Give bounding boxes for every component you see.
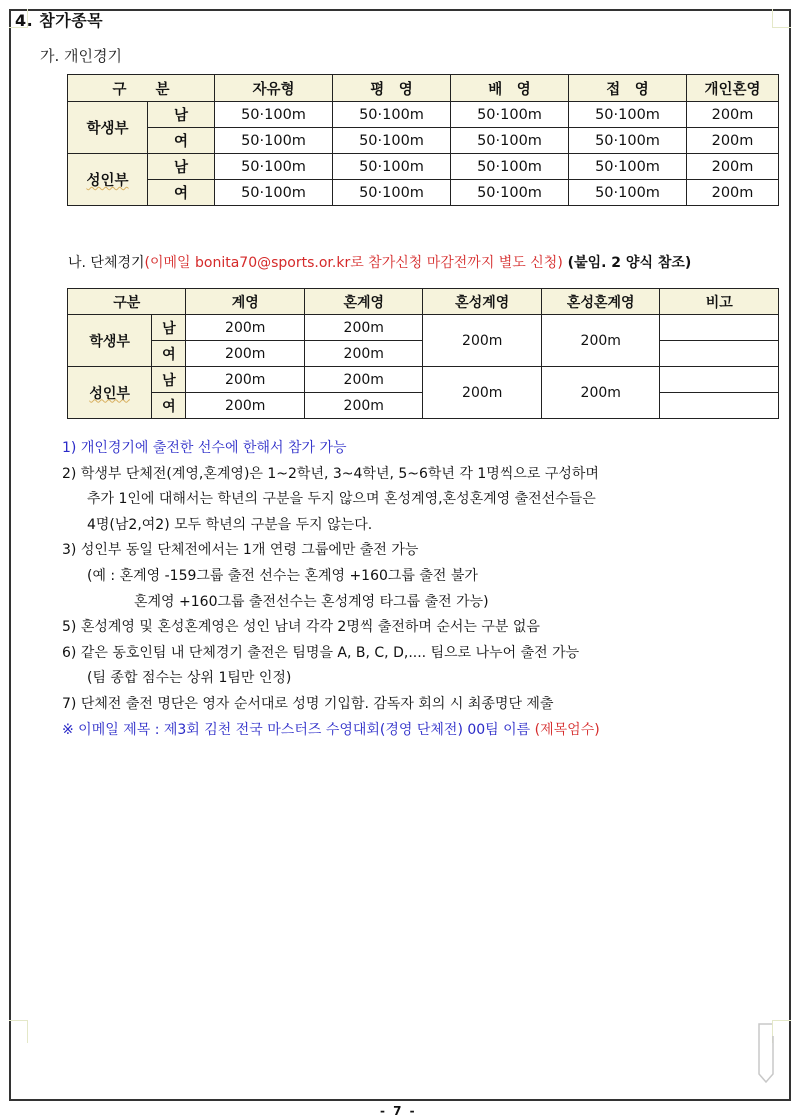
header-mixed-medley-relay: 혼성혼계영 [541, 289, 660, 315]
cell: 50·100m [215, 128, 333, 154]
cell: 200m [304, 315, 423, 341]
team-title-prefix: 나. 단체경기 [68, 255, 145, 271]
cell: 200m [423, 315, 542, 367]
note-2-line-1: 2) 학생부 단체전(계영,혼계영)은 1~2학년, 3~4학년, 5~6학년 각 1명씩으로 구성하며 [62, 465, 599, 482]
group-student: 학생부 [68, 315, 152, 367]
note-3-line-1: 3) 성인부 동일 단체전에서는 1개 연령 그룹에만 출전 가능 [62, 542, 419, 559]
cell: 200m [304, 393, 423, 419]
cell: 200m [186, 341, 305, 367]
remarks-cell [660, 367, 779, 393]
individual-title: 가. 개인경기 [40, 47, 122, 65]
note-2-line-2: 추가 1인에 대해서는 학년의 구분을 두지 않으며 혼성계영,혼성혼계영 출전선수들은 [87, 491, 596, 508]
group-student: 학생부 [68, 102, 148, 154]
cell: 200m [304, 341, 423, 367]
remarks-cell [660, 393, 779, 419]
cell: 200m [423, 367, 542, 419]
header-category: 구분 [68, 289, 186, 315]
cell: 200m [687, 154, 779, 180]
header-freestyle: 자유형 [215, 75, 333, 102]
gender-male: 남 [148, 154, 215, 180]
table-row [68, 367, 779, 393]
table-header-row [68, 289, 779, 315]
email-subject-text: ※ 이메일 제목 : 제3회 김천 전국 마스터즈 수영대회(경영 단체전) 00팀 이름 [62, 721, 535, 738]
cell: 50·100m [569, 154, 687, 180]
table-header-row [68, 75, 779, 102]
page-number: - 7 - [380, 1104, 417, 1118]
header-medley-relay: 혼계영 [304, 289, 423, 315]
cell: 50·100m [451, 180, 569, 206]
header-remarks: 비고 [660, 289, 779, 315]
cell: 50·100m [333, 180, 451, 206]
gender-female: 여 [152, 341, 186, 367]
crop-mark [9, 1020, 28, 1043]
group-adult-label: 성인부 [89, 385, 130, 402]
group-adult-label: 성인부 [86, 173, 129, 189]
cell: 50·100m [333, 102, 451, 128]
cell: 50·100m [569, 180, 687, 206]
cell: 200m [541, 315, 660, 367]
note-6-line-1: 6) 같은 동호인팀 내 단체경기 출전은 팀명을 A, B, C, D,.... 팀으로 나누어 출전 가능 [62, 644, 580, 661]
gender-male: 남 [152, 315, 186, 341]
crop-mark [772, 9, 791, 28]
note-7: 7) 단체전 출전 명단은 영자 순서대로 성명 기입함. 감독자 회의 시 최종명단 제출 [62, 695, 554, 712]
individual-events-table [67, 74, 779, 206]
header-breaststroke: 평 영 [333, 75, 451, 102]
table-row [68, 315, 779, 341]
cell: 200m [186, 367, 305, 393]
header-individual-medley: 개인혼영 [687, 75, 779, 102]
gender-female: 여 [152, 393, 186, 419]
note-3-line-2: (예 : 혼계영 -159그룹 출전 선수는 혼계영 +160그룹 출전 불가 [87, 567, 478, 584]
header-category: 구 분 [68, 75, 215, 102]
notes-list [62, 436, 782, 743]
cell: 200m [687, 180, 779, 206]
cell: 50·100m [569, 128, 687, 154]
table-row [68, 154, 779, 180]
gender-female: 여 [148, 128, 215, 154]
cell: 200m [687, 128, 779, 154]
paperclip-icon [756, 1022, 778, 1086]
cell: 50·100m [215, 154, 333, 180]
remarks-cell [660, 341, 779, 367]
note-1: 1) 개인경기에 출전한 선수에 한해서 참가 가능 [62, 440, 347, 456]
group-adult [68, 367, 152, 419]
team-title [68, 252, 691, 272]
cell: 50·100m [451, 154, 569, 180]
cell: 50·100m [569, 102, 687, 128]
note-2-line-3: 4명(남2,여2) 모두 학년의 구분을 두지 않는다. [87, 516, 373, 533]
cell: 50·100m [215, 180, 333, 206]
cell: 200m [186, 393, 305, 419]
header-relay: 계영 [186, 289, 305, 315]
note-5: 5) 혼성계영 및 혼성혼계영은 성인 남녀 각각 2명씩 출전하며 순서는 구분 없음 [62, 619, 540, 636]
cell: 200m [186, 315, 305, 341]
cell: 50·100m [333, 154, 451, 180]
gender-male: 남 [148, 102, 215, 128]
cell: 200m [304, 367, 423, 393]
cell: 50·100m [215, 102, 333, 128]
cell: 50·100m [451, 102, 569, 128]
email-subject-strict: (제목엄수) [534, 721, 600, 738]
cell: 50·100m [333, 128, 451, 154]
section-title: 4. 참가종목 [15, 11, 104, 30]
table-row [68, 128, 779, 154]
remarks-cell [660, 315, 779, 341]
header-backstroke: 배 영 [451, 75, 569, 102]
team-title-email-note: (이메일 bonita70@sports.or.kr로 참가신청 마감전까지 별도 신청) [144, 255, 563, 271]
header-mixed-relay: 혼성계영 [423, 289, 542, 315]
table-row [68, 102, 779, 128]
gender-female: 여 [148, 180, 215, 206]
header-butterfly: 접 영 [569, 75, 687, 102]
cell: 200m [687, 102, 779, 128]
note-6-line-2: (팀 종합 점수는 상위 1팀만 인정) [87, 670, 292, 687]
cell: 50·100m [451, 128, 569, 154]
cell: 200m [541, 367, 660, 419]
group-adult [68, 154, 148, 206]
team-title-attachment-ref: (붙임. 2 양식 참조) [562, 255, 692, 271]
email-subject-note [62, 718, 782, 744]
table-row [68, 180, 779, 206]
gender-male: 남 [152, 367, 186, 393]
note-3-line-3: 혼계영 +160그룹 출전선수는 혼성계영 타그룹 출전 가능) [134, 593, 489, 610]
team-events-table [67, 288, 779, 419]
